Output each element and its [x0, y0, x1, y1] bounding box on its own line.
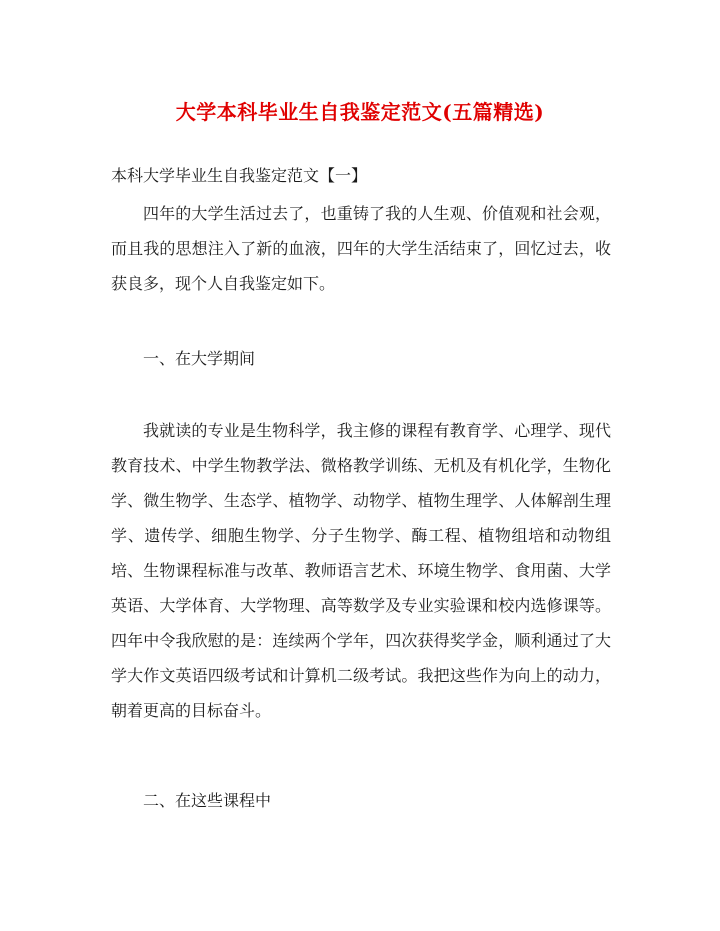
intro-paragraph: 四年的大学生活过去了，也重铸了我的人生观、价值观和社会观，而且我的思想注入了新的血液，四年的大学生活结束了，回忆过去，收获良多，现个人自我鉴定如下。	[111, 204, 611, 293]
body-paragraph: 我就读的专业是生物科学，我主修的课程有教育学、心理学、现代教育技术、中学生物教学法、微格教学训练、无机及有机化学，生物化学、微生物学、生态学、植物学、动物学、植物生理学、人体解剖生理学、遗传学、细胞生物学、分子生物学、酶工程、植物组培和动物组培、生物课程标准与改革、教师语言艺术、环境生物学、食用菌、大学英语、大学体育、大学物理、高等数学及专业实验课和校内选修课等。四年中令我欣慰的是：连续两个学年，四次获得奖学金，顺利通过了大学大作文英语四级考试和计算机二级考试。我把这些作为向上的动力，朝着更高的目标奋斗。	[111, 421, 611, 720]
section-title: 本科大学毕业生自我鉴定范文【一】	[111, 166, 368, 185]
heading-courses: 二、在这些课程中	[143, 791, 272, 810]
document-title: 大学本科毕业生自我鉴定范文(五篇精选)	[175, 100, 545, 124]
heading-university-period: 一、在大学期间	[143, 349, 256, 368]
